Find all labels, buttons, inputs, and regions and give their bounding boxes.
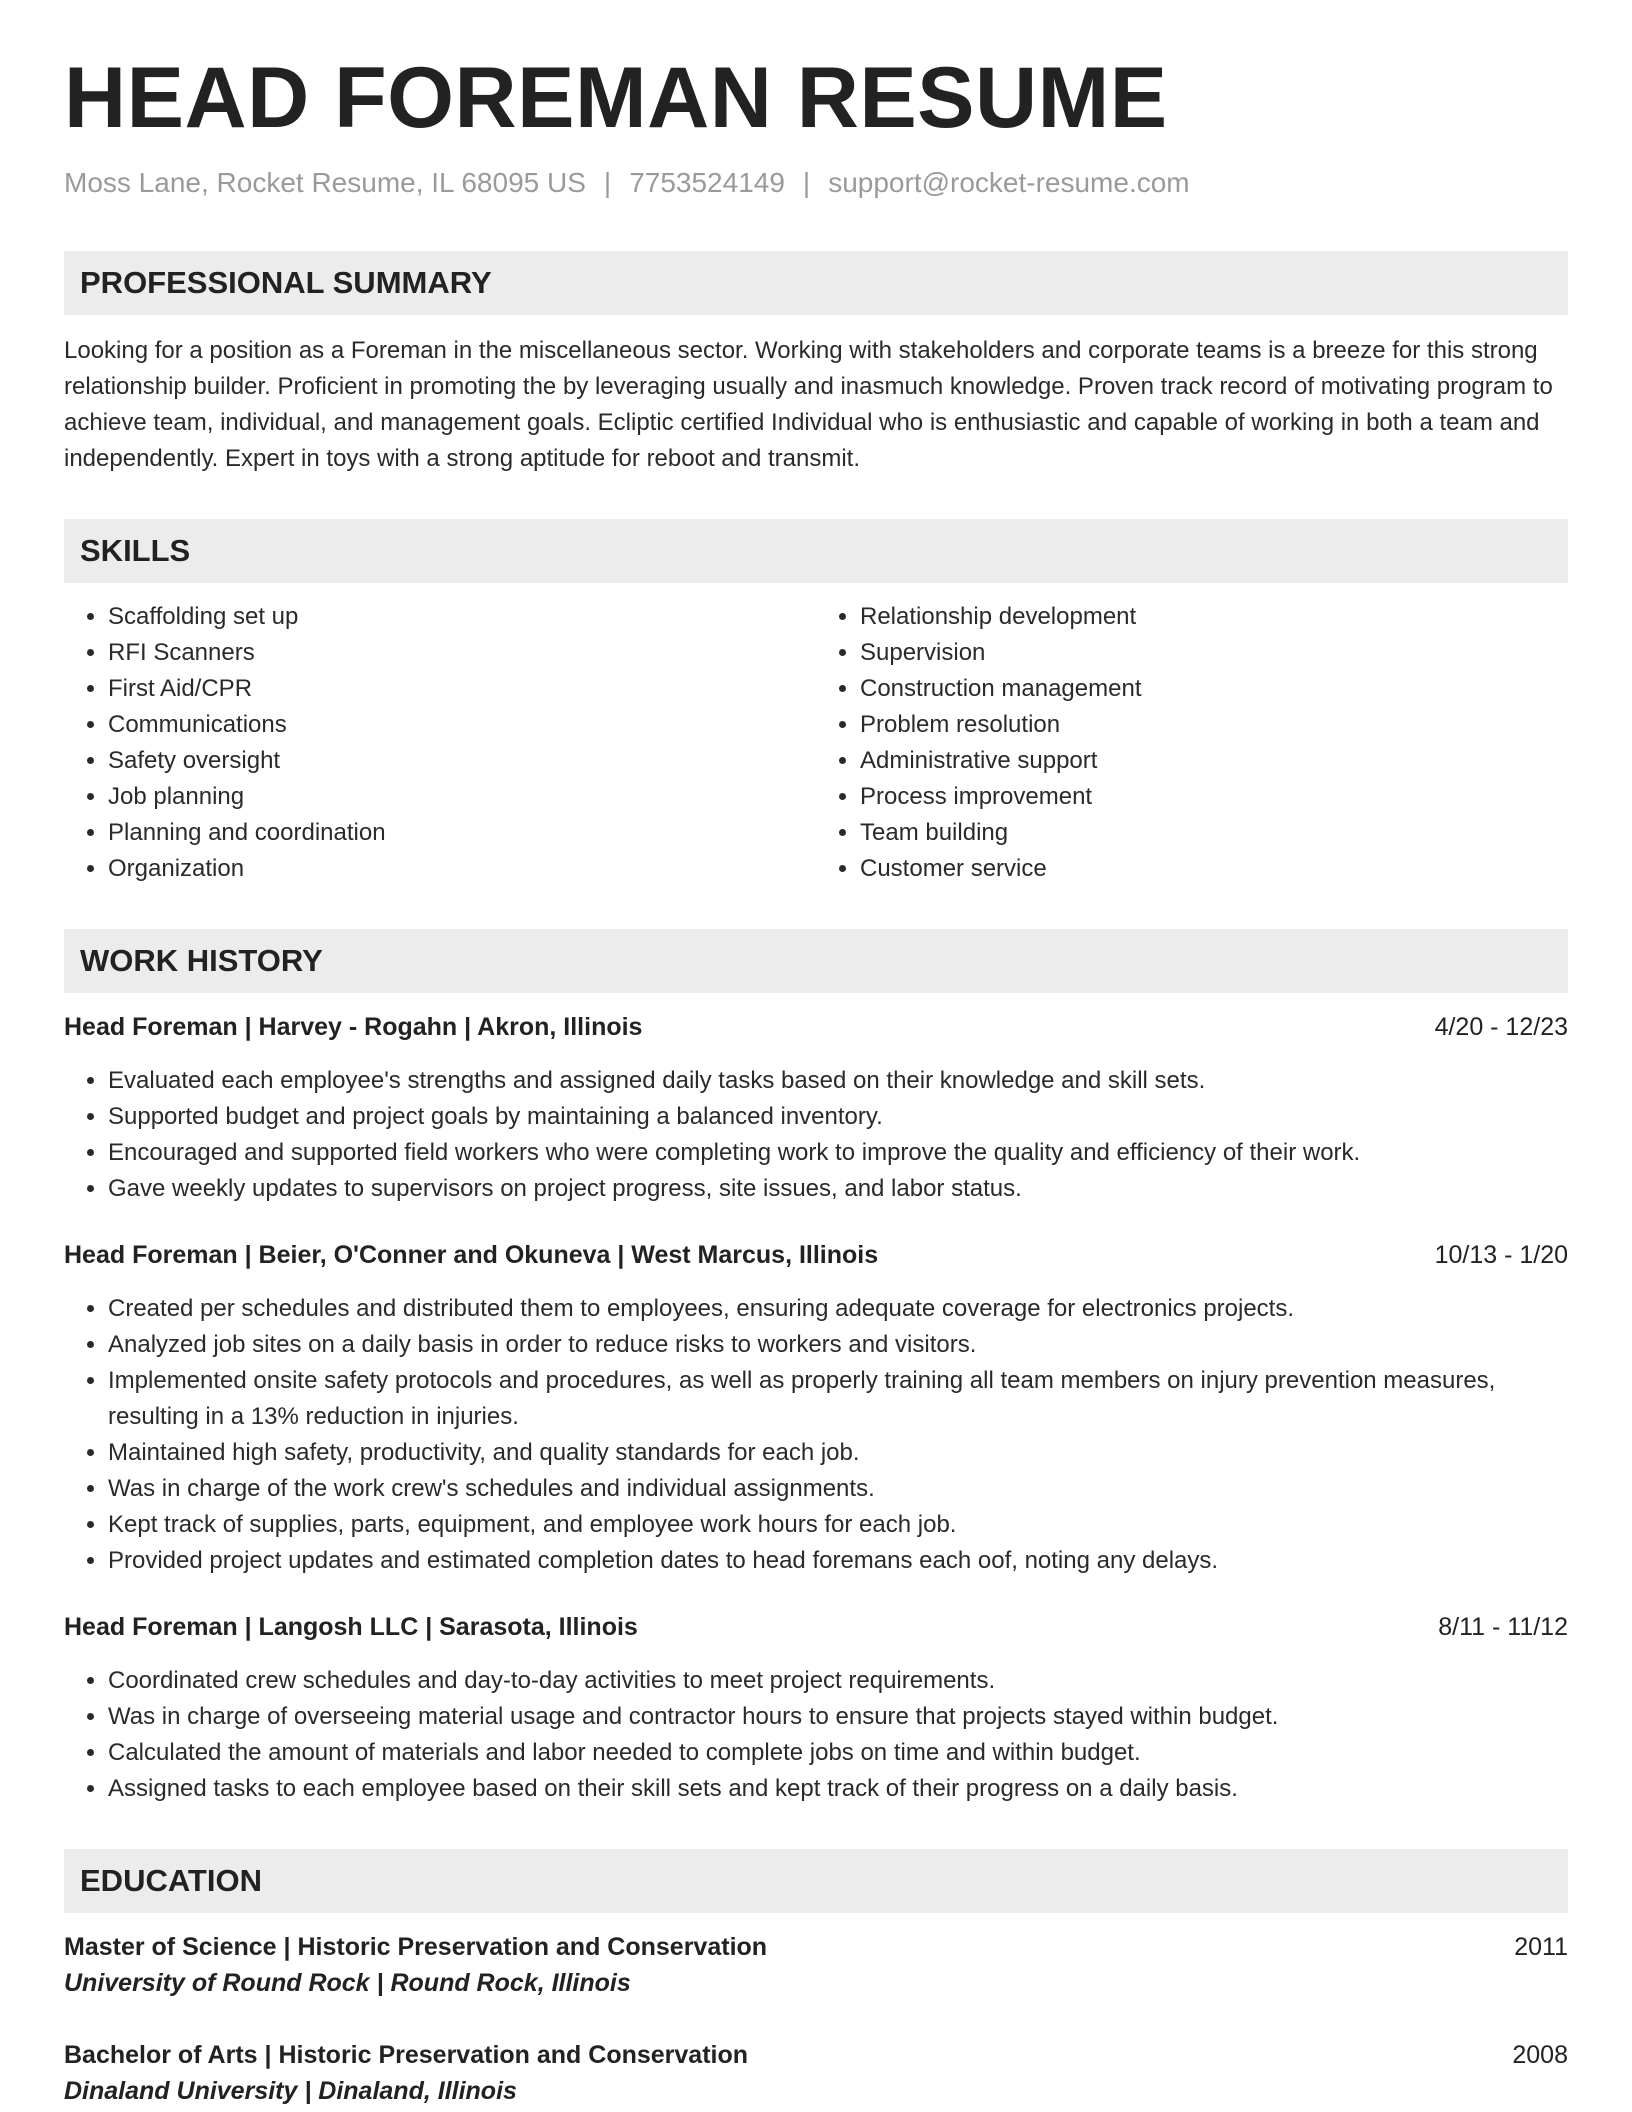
school: University of Round Rock | Round Rock, Illinois — [64, 1968, 631, 1997]
skill-item: • Process improvement — [860, 779, 1568, 815]
job-duty: • Assigned tasks to each employee based on their skill sets and kept track of their progress on a daily basis. — [108, 1771, 1568, 1807]
job-header — [64, 1237, 1568, 1273]
skill-item: • Team building — [860, 815, 1568, 851]
contact-line — [64, 167, 1568, 199]
job-duties — [64, 1063, 1568, 1207]
section-heading-skills: SKILLS — [64, 519, 1568, 583]
job-duty: • Evaluated each employee's strengths and assigned daily tasks based on their knowledge and skill sets. — [108, 1063, 1568, 1099]
job-title: Head Foreman | Beier, O'Conner and Okuneva | West Marcus, Illinois — [64, 1240, 879, 1269]
skill-item: • Communications — [108, 707, 816, 743]
skill-item: • First Aid/CPR — [108, 671, 816, 707]
section-heading-summary: PROFESSIONAL SUMMARY — [64, 251, 1568, 315]
job-entry — [64, 1609, 1568, 1807]
job-entry — [64, 1009, 1568, 1207]
job-duty: • Provided project updates and estimated completion dates to head foremans each oof, noting any delays. — [108, 1543, 1568, 1579]
job-duty: • Gave weekly updates to supervisors on project progress, site issues, and labor status. — [108, 1171, 1568, 1207]
contact-separator: | — [603, 166, 612, 198]
summary-text: Looking for a position as a Foreman in the miscellaneous sector. Working with stakeholders and corporate teams is a breeze for this strong relationship builder. Proficient in promoting the by leveraging usually and inasmuch knowledge. Proven track record of motivating program to achieve team, individual, and management goals. Ecliptic certified Individual who is enthusiastic and capable of working in both a team and independently. Expert in toys with a strong aptitude for reboot and transmit. — [64, 336, 1553, 472]
skill-item: • Relationship development — [860, 599, 1568, 635]
job-dates: 10/13 - 1/20 — [1434, 1240, 1568, 1269]
skills-column-right — [816, 599, 1568, 887]
job-duty: • Analyzed job sites on a daily basis in order to reduce risks to workers and visitors. — [108, 1327, 1568, 1363]
job-entry — [64, 1237, 1568, 1579]
skills-column-left — [64, 599, 816, 887]
job-title: Head Foreman | Langosh LLC | Sarasota, Illinois — [64, 1612, 638, 1641]
job-duty: • Implemented onsite safety protocols and procedures, as well as properly training all team members on injury prevention measures, resulting in a 13% reduction in injuries. — [108, 1363, 1568, 1435]
education-header — [64, 1929, 1568, 1965]
skill-item: • Organization — [108, 851, 816, 887]
section-heading-work-history: WORK HISTORY — [64, 929, 1568, 993]
job-dates: 4/20 - 12/23 — [1434, 1012, 1568, 1041]
job-dates: 8/11 - 11/12 — [1438, 1612, 1568, 1641]
job-duties — [64, 1663, 1568, 1807]
job-duty: • Created per schedules and distributed them to employees, ensuring adequate coverage for electronics projects. — [108, 1291, 1568, 1327]
skill-item: • Safety oversight — [108, 743, 816, 779]
email: support@rocket-resume.com — [828, 166, 1190, 198]
skill-item: • Administrative support — [860, 743, 1568, 779]
job-duty: • Was in charge of overseeing material usage and contractor hours to ensure that projects stayed within budget. — [108, 1699, 1568, 1735]
resume-title: HEAD FOREMAN RESUME — [64, 50, 1168, 146]
skill-item: • RFI Scanners — [108, 635, 816, 671]
job-duty: • Maintained high safety, productivity, and quality standards for each job. — [108, 1435, 1568, 1471]
job-duty: • Kept track of supplies, parts, equipment, and employee work hours for each job. — [108, 1507, 1568, 1543]
address: Moss Lane, Rocket Resume, IL 68095 US — [64, 166, 586, 198]
job-duty: • Encouraged and supported field workers who were completing work to improve the quality and efficiency of their work. — [108, 1135, 1568, 1171]
school: Dinaland University | Dinaland, Illinois — [64, 2076, 517, 2105]
skill-item: • Problem resolution — [860, 707, 1568, 743]
degree: Master of Science | Historic Preservation and Conservation — [64, 1932, 768, 1961]
job-header — [64, 1009, 1568, 1045]
graduation-year: 2011 — [1514, 1932, 1568, 1961]
job-header — [64, 1609, 1568, 1645]
job-duties — [64, 1291, 1568, 1579]
job-title: Head Foreman | Harvey - Rogahn | Akron, Illinois — [64, 1012, 643, 1041]
skills-list — [64, 599, 1568, 887]
degree: Bachelor of Arts | Historic Preservation and Conservation — [64, 2040, 749, 2069]
job-duty: • Coordinated crew schedules and day-to-day activities to meet project requirements. — [108, 1663, 1568, 1699]
contact-separator: | — [802, 166, 811, 198]
skill-item: • Supervision — [860, 635, 1568, 671]
skill-item: • Job planning — [108, 779, 816, 815]
job-duty: • Calculated the amount of materials and labor needed to complete jobs on time and within budget. — [108, 1735, 1568, 1771]
skill-item: • Construction management — [860, 671, 1568, 707]
phone: 7753524149 — [629, 166, 785, 198]
skill-item: • Scaffolding set up — [108, 599, 816, 635]
graduation-year: 2008 — [1512, 2040, 1568, 2069]
skill-item: • Planning and coordination — [108, 815, 816, 851]
education-entry — [64, 2037, 1568, 2109]
job-duty: • Supported budget and project goals by maintaining a balanced inventory. — [108, 1099, 1568, 1135]
education-header — [64, 2037, 1568, 2073]
education-entry — [64, 1929, 1568, 2001]
section-heading-education: EDUCATION — [64, 1849, 1568, 1913]
skill-item: • Customer service — [860, 851, 1568, 887]
job-duty: • Was in charge of the work crew's schedules and individual assignments. — [108, 1471, 1568, 1507]
